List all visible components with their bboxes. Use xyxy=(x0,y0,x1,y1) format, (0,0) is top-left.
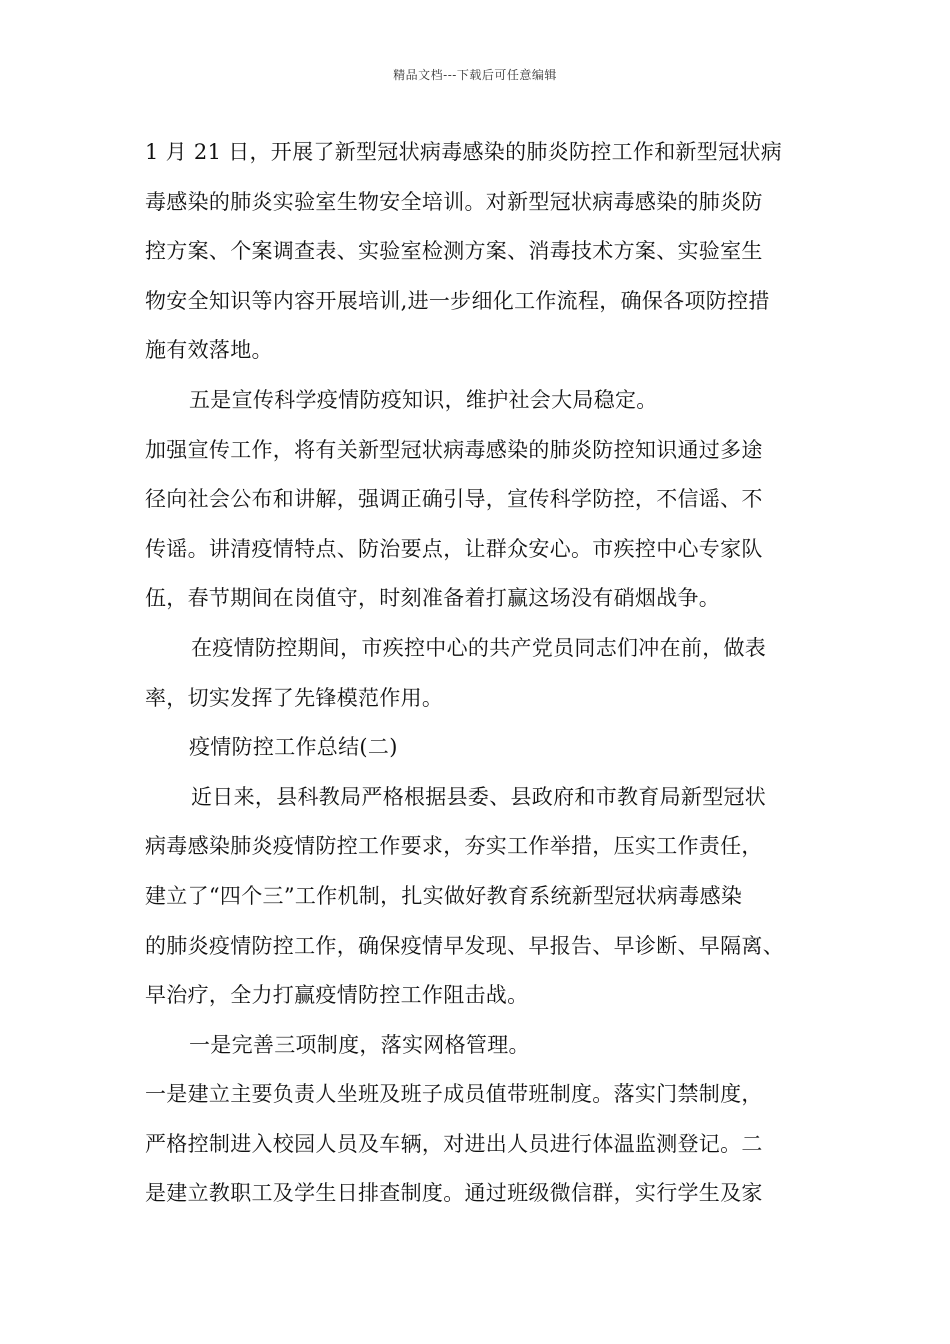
text-line: 率，切实发挥了先锋模范作用。 xyxy=(145,685,444,710)
text-line: 一是建立主要负责人坐班及班子成员值带班制度。落实门禁制度， xyxy=(145,1082,763,1107)
text-line: 施有效落地。 xyxy=(145,338,273,363)
text-line: 径向社会公布和讲解，强调正确引导，宣传科学防控，不信谣、不 xyxy=(145,487,763,512)
text-line: 控方案、个案调查表、实验室检测方案、消毒技术方案、实验室生 xyxy=(145,239,763,264)
document-body xyxy=(145,128,825,1219)
text-line: 物安全知识等内容开展培训,进一步细化工作流程，确保各项防控措 xyxy=(145,288,770,313)
section-heading: 一是完善三项制度，落实网格管理。 xyxy=(189,1032,530,1057)
text-line: 是建立教职工及学生日排查制度。通过班级微信群，实行学生及家 xyxy=(145,1181,763,1206)
page-header: 精品文档---下载后可任意编辑 xyxy=(393,68,557,82)
text-line: 在疫情防控期间，市疾控中心的共产党员同志们冲在前，做表 xyxy=(191,635,767,660)
text-line: 伍，春节期间在岗值守，时刻准备着打赢这场没有硝烟战争。 xyxy=(145,586,721,611)
text-line: 严格控制进入校园人员及车辆，对进出人员进行体温监测登记。二 xyxy=(145,1131,763,1156)
text-line: 毒感染的肺炎实验室生物安全培训。对新型冠状病毒感染的肺炎防 xyxy=(145,189,763,214)
text-line: 早治疗，全力打赢疫情防控工作阻击战。 xyxy=(145,983,529,1008)
text-line: 1 月 21 日，开展了新型冠状病毒感染的肺炎防控工作和新型冠状病 xyxy=(145,140,783,164)
section-heading: 五是宣传科学疫情防疫知识，维护社会大局稳定。 xyxy=(189,387,658,412)
text-line: 病毒感染肺炎疫情防控工作要求，夯实工作举措，压实工作责任， xyxy=(145,834,763,859)
text-line: 传谣。讲清疫情特点、防治要点，让群众安心。市疾控中心专家队 xyxy=(145,536,763,561)
document-subtitle: 疫情防控工作总结(二) xyxy=(189,735,398,760)
text-line: 的肺炎疫情防控工作，确保疫情早发现、早报告、早诊断、早隔离、 xyxy=(145,933,784,958)
text-line: 加强宣传工作，将有关新型冠状病毒感染的肺炎防控知识通过多途 xyxy=(145,437,763,462)
text-line: 近日来，县科教局严格根据县委、县政府和市教育局新型冠状 xyxy=(191,784,767,809)
text-line: 建立了“四个三”工作机制，扎实做好教育系统新型冠状病毒感染 xyxy=(145,883,743,908)
